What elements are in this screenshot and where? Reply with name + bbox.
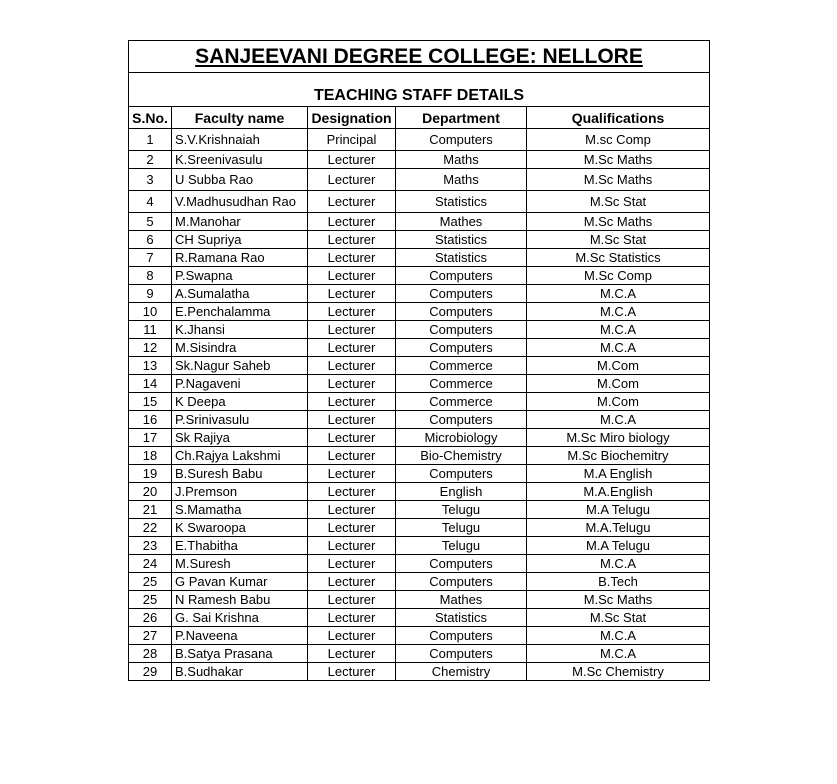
cell-department: Computers [396,555,527,573]
cell-qualification: M.C.A [527,555,710,573]
cell-faculty-name: U Subba Rao [172,169,308,191]
cell-designation: Lecturer [308,663,396,681]
cell-faculty-name: G. Sai Krishna [172,609,308,627]
cell-designation: Lecturer [308,591,396,609]
table-row [129,519,710,537]
cell-designation: Lecturer [308,303,396,321]
cell-faculty-name: J.Premson [172,483,308,501]
table-row [129,191,710,213]
cell-qualification: M.Sc Maths [527,169,710,191]
cell-designation: Lecturer [308,339,396,357]
cell-faculty-name: R.Ramana Rao [172,249,308,267]
table-row [129,339,710,357]
cell-faculty-name: E.Thabitha [172,537,308,555]
table-row [129,411,710,429]
cell-qualification: M.A.Telugu [527,519,710,537]
table-row [129,129,710,151]
table-row [129,249,710,267]
cell-department: Telugu [396,537,527,555]
cell-qualification: M.Sc Comp [527,267,710,285]
cell-department: Computers [396,627,527,645]
cell-faculty-name: Sk Rajiya [172,429,308,447]
cell-faculty-name: P.Nagaveni [172,375,308,393]
cell-faculty-name: M.Manohar [172,213,308,231]
cell-faculty-name: M.Suresh [172,555,308,573]
cell-faculty-name: E.Penchalamma [172,303,308,321]
table-row [129,267,710,285]
cell-qualification: M.A Telugu [527,537,710,555]
cell-sno: 29 [129,663,172,681]
cell-sno: 25 [129,573,172,591]
cell-designation: Lecturer [308,151,396,169]
cell-sno: 10 [129,303,172,321]
cell-department: Computers [396,285,527,303]
cell-designation: Lecturer [308,627,396,645]
cell-qualification: M.Com [527,375,710,393]
cell-department: Statistics [396,609,527,627]
cell-sno: 13 [129,357,172,375]
cell-department: Telugu [396,519,527,537]
col-header-department: Department [396,107,527,129]
table-row [129,591,710,609]
cell-department: Bio-Chemistry [396,447,527,465]
cell-sno: 20 [129,483,172,501]
cell-sno: 27 [129,627,172,645]
cell-qualification: M.Sc Maths [527,591,710,609]
table-row [129,429,710,447]
cell-designation: Lecturer [308,555,396,573]
cell-faculty-name: B.Sudhakar [172,663,308,681]
cell-faculty-name: B.Suresh Babu [172,465,308,483]
table-row [129,555,710,573]
cell-faculty-name: Ch.Rajya Lakshmi [172,447,308,465]
table-row [129,303,710,321]
cell-designation: Lecturer [308,375,396,393]
cell-designation: Principal [308,129,396,151]
table-row [129,213,710,231]
cell-sno: 19 [129,465,172,483]
cell-sno: 8 [129,267,172,285]
table-row [129,465,710,483]
cell-department: Maths [396,151,527,169]
cell-department: Computers [396,129,527,151]
cell-sno: 21 [129,501,172,519]
cell-sno: 6 [129,231,172,249]
table-row [129,447,710,465]
cell-designation: Lecturer [308,231,396,249]
cell-sno: 18 [129,447,172,465]
header-row [129,107,710,129]
table-row [129,169,710,191]
cell-faculty-name: N Ramesh Babu [172,591,308,609]
cell-sno: 17 [129,429,172,447]
cell-designation: Lecturer [308,357,396,375]
cell-department: Computers [396,321,527,339]
cell-qualification: M.C.A [527,321,710,339]
cell-department: English [396,483,527,501]
table-row [129,393,710,411]
cell-department: Mathes [396,591,527,609]
table-row [129,151,710,169]
cell-sno: 5 [129,213,172,231]
title-row [129,41,710,73]
cell-department: Computers [396,267,527,285]
cell-sno: 4 [129,191,172,213]
cell-department: Microbiology [396,429,527,447]
cell-qualification: M.C.A [527,645,710,663]
table-row [129,501,710,519]
table-row [129,645,710,663]
cell-qualification: M.sc Comp [527,129,710,151]
cell-qualification: M.C.A [527,285,710,303]
cell-faculty-name: P.Srinivasulu [172,411,308,429]
cell-designation: Lecturer [308,213,396,231]
cell-qualification: M.Sc Statistics [527,249,710,267]
cell-qualification: M.C.A [527,411,710,429]
cell-faculty-name: K.Jhansi [172,321,308,339]
cell-sno: 3 [129,169,172,191]
table-row [129,627,710,645]
cell-sno: 7 [129,249,172,267]
cell-department: Computers [396,573,527,591]
cell-department: Statistics [396,231,527,249]
cell-designation: Lecturer [308,645,396,663]
cell-designation: Lecturer [308,537,396,555]
col-header-faculty-name: Faculty name [172,107,308,129]
cell-faculty-name: CH Supriya [172,231,308,249]
cell-faculty-name: G Pavan Kumar [172,573,308,591]
cell-faculty-name: P.Naveena [172,627,308,645]
cell-qualification: M.A Telugu [527,501,710,519]
cell-designation: Lecturer [308,447,396,465]
cell-qualification: M.Sc Stat [527,231,710,249]
cell-designation: Lecturer [308,249,396,267]
col-header-designation: Designation [308,107,396,129]
cell-department: Telugu [396,501,527,519]
cell-sno: 25 [129,591,172,609]
cell-sno: 2 [129,151,172,169]
cell-qualification: M.Sc Maths [527,151,710,169]
cell-faculty-name: A.Sumalatha [172,285,308,303]
cell-designation: Lecturer [308,169,396,191]
page-title: SANJEEVANI DEGREE COLLEGE: NELLORE [129,41,710,73]
cell-sno: 28 [129,645,172,663]
cell-faculty-name: B.Satya Prasana [172,645,308,663]
cell-faculty-name: S.Mamatha [172,501,308,519]
cell-sno: 26 [129,609,172,627]
cell-department: Chemistry [396,663,527,681]
cell-sno: 22 [129,519,172,537]
table-row [129,375,710,393]
cell-department: Computers [396,411,527,429]
cell-designation: Lecturer [308,573,396,591]
cell-qualification: M.C.A [527,303,710,321]
col-header-sno: S.No. [129,107,172,129]
table-row [129,483,710,501]
cell-department: Computers [396,339,527,357]
table-row [129,573,710,591]
table-row [129,231,710,249]
cell-designation: Lecturer [308,465,396,483]
cell-sno: 23 [129,537,172,555]
cell-qualification: M.A.English [527,483,710,501]
cell-qualification: M.Com [527,357,710,375]
cell-qualification: M.Sc Chemistry [527,663,710,681]
cell-qualification: M.Sc Miro biology [527,429,710,447]
cell-faculty-name: P.Swapna [172,267,308,285]
cell-faculty-name: Sk.Nagur Saheb [172,357,308,375]
cell-qualification: M.C.A [527,627,710,645]
cell-designation: Lecturer [308,267,396,285]
cell-qualification: M.Sc Stat [527,609,710,627]
cell-designation: Lecturer [308,429,396,447]
table-row [129,357,710,375]
cell-sno: 1 [129,129,172,151]
cell-sno: 15 [129,393,172,411]
cell-qualification: M.Sc Biochemitry [527,447,710,465]
cell-faculty-name: K Deepa [172,393,308,411]
cell-designation: Lecturer [308,393,396,411]
cell-department: Commerce [396,375,527,393]
cell-qualification: M.Com [527,393,710,411]
staff-table [128,40,710,681]
cell-faculty-name: M.Sisindra [172,339,308,357]
cell-qualification: M.A English [527,465,710,483]
cell-department: Statistics [396,249,527,267]
cell-qualification: B.Tech [527,573,710,591]
cell-designation: Lecturer [308,285,396,303]
cell-designation: Lecturer [308,483,396,501]
cell-department: Commerce [396,357,527,375]
cell-faculty-name: V.Madhusudhan Rao [172,191,308,213]
cell-designation: Lecturer [308,191,396,213]
cell-faculty-name: K.Sreenivasulu [172,151,308,169]
cell-sno: 16 [129,411,172,429]
cell-sno: 11 [129,321,172,339]
table-row [129,285,710,303]
cell-qualification: M.C.A [527,339,710,357]
subtitle-row [129,73,710,107]
cell-department: Mathes [396,213,527,231]
table-row [129,321,710,339]
cell-sno: 14 [129,375,172,393]
table-row [129,537,710,555]
cell-sno: 12 [129,339,172,357]
cell-department: Commerce [396,393,527,411]
cell-designation: Lecturer [308,411,396,429]
cell-department: Computers [396,303,527,321]
cell-qualification: M.Sc Stat [527,191,710,213]
cell-department: Maths [396,169,527,191]
cell-sno: 9 [129,285,172,303]
cell-department: Computers [396,645,527,663]
cell-designation: Lecturer [308,321,396,339]
table-row [129,663,710,681]
cell-faculty-name: S.V.Krishnaiah [172,129,308,151]
table-row [129,609,710,627]
page-subtitle: TEACHING STAFF DETAILS [129,73,710,107]
cell-qualification: M.Sc Maths [527,213,710,231]
cell-designation: Lecturer [308,519,396,537]
cell-faculty-name: K Swaroopa [172,519,308,537]
cell-department: Statistics [396,191,527,213]
cell-sno: 24 [129,555,172,573]
col-header-qualifications: Qualifications [527,107,710,129]
cell-department: Computers [396,465,527,483]
cell-designation: Lecturer [308,609,396,627]
cell-designation: Lecturer [308,501,396,519]
